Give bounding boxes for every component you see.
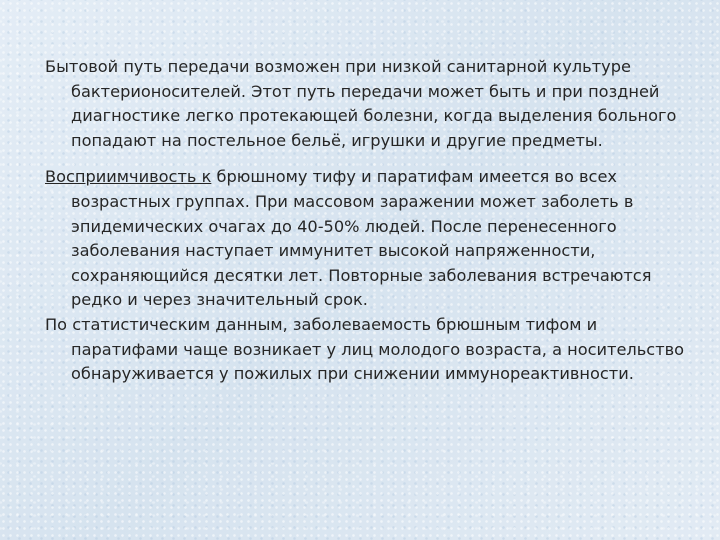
paragraph-susceptibility xyxy=(45,165,685,313)
paragraph-text: По статистическим данным, заболеваемость брюшным тифом и паратифами чаще возникает у лиц молодого возраста, а носительство обнаруживается у пожилых при снижении иммунореактивности. xyxy=(45,314,685,384)
paragraph-text: Бытовой путь передачи возможен при низкой санитарной культуре бактерионосителей. Этот путь передачи может быть и при поздней диагностике легко протекающей болезни, когда выделения больного попадают на постельное бельё, игрушки и другие предметы. xyxy=(45,57,677,150)
paragraph-household-transmission xyxy=(45,55,685,153)
paragraph-statistics xyxy=(45,313,685,387)
underlined-term: Восприимчивость к xyxy=(45,167,212,187)
paragraph-text: брюшному тифу и паратифам имеется во всех возрастных группах. При массовом заражении может заболеть в эпидемических очагах до 40-50% людей. После перенесенного заболевания наступает иммунитет высокой напряженности, сохраняющийся десятки лет. Повторные заболевания встречаются редко и через значительный срок. xyxy=(71,167,652,310)
slide-body-text xyxy=(45,55,685,387)
